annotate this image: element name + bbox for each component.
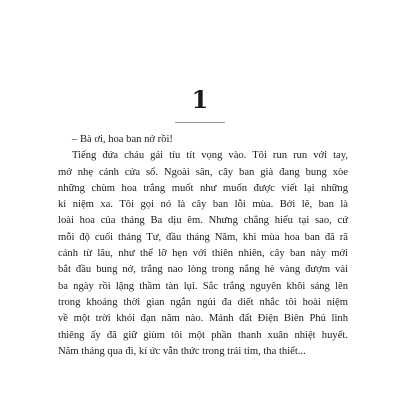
text-line: mỗi độ cuối tháng Tư, đầu tháng Năm, khi mùa hoa ban đã rã (58, 231, 348, 243)
text-line: ba ngày rồi lặng thầm tàn lụi. Sắc trắng nguyên khôi sáng lên (58, 280, 348, 292)
text-line: thiêng ấy đã giữ giùm tôi một phần thanh xuân nhiệt huyết. (58, 329, 348, 341)
text-line: – Bà ơi, hoa ban nở rồi! (72, 134, 173, 145)
text-line: về một trời khói đạn năm nào. Mảnh đất Điện Biên Phủ linh (58, 313, 348, 325)
text-line: Tiếng đứa cháu gái tíu tít vọng vào. Tôi run run với tay, (72, 150, 348, 162)
text-line: loài hoa của tháng Ba dịu êm. Nhưng chẳng hiểu tại sao, cứ (58, 215, 348, 227)
text-line: kỉ niệm xa. Tôi gọi nó là cây ban lỗi mùa. Bởi lẽ, ban là (58, 199, 348, 211)
text-line: cánh từ lâu, như thể lỡ hẹn với thiên nhiên, cây ban này mới (58, 248, 348, 260)
text-line: bắt đầu bung nở, trắng nao lòng trong nắng hè vàng đượm vài (58, 264, 348, 276)
text-line: mở nhẹ cánh cửa sổ. Ngoài sân, cây ban già đang bung xòe (58, 166, 348, 178)
chapter-divider (175, 122, 225, 123)
text-line: trong khoảng thời gian ngắn ngủi đa diết nhắc tôi hoài niệm (58, 296, 348, 308)
chapter-body (58, 132, 348, 360)
chapter-number: 1 (191, 85, 209, 114)
text-line: những chùm hoa trắng muốt như muốn được viết lại những (58, 182, 348, 194)
text-line: Năm tháng qua đi, kí ức vẫn thức trong trái tim, tha thiết... (58, 345, 306, 357)
